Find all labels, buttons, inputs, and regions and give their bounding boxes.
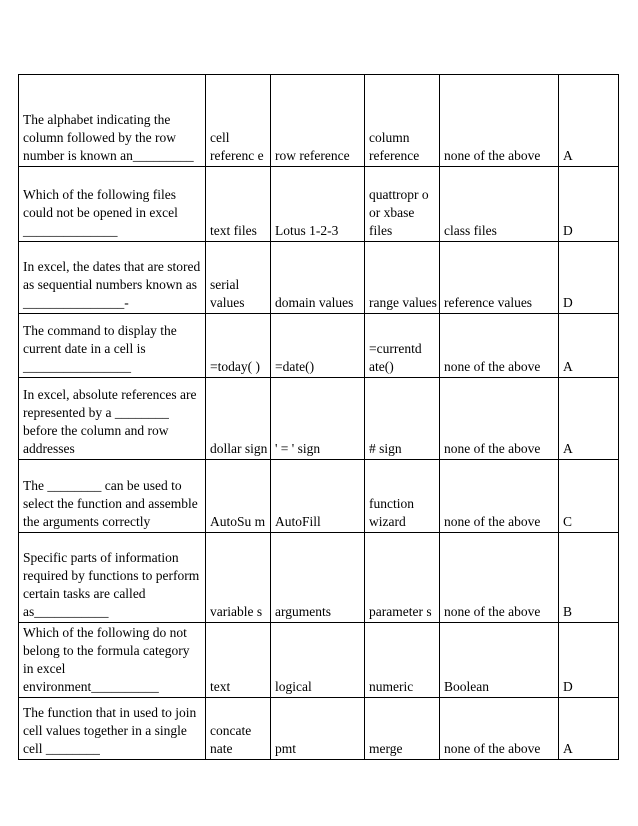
- table-row: [19, 314, 619, 378]
- option-d-cell: none of the above: [440, 698, 559, 760]
- quiz-table-body: [19, 75, 619, 760]
- option-c-cell: range values: [365, 242, 440, 314]
- question-cell: The ________ can be used to select the function and assemble the arguments correctly: [19, 460, 206, 533]
- option-a-cell: cell referenc e: [206, 75, 271, 167]
- question-cell: Specific parts of information required by functions to perform certain tasks are called as___________: [19, 533, 206, 623]
- answer-cell: A: [559, 314, 619, 378]
- question-cell: The function that in used to join cell values together in a single cell ________: [19, 698, 206, 760]
- option-b-cell: arguments: [271, 533, 365, 623]
- option-a-cell: text: [206, 623, 271, 698]
- option-d-cell: none of the above: [440, 533, 559, 623]
- option-c-cell: function wizard: [365, 460, 440, 533]
- answer-cell: C: [559, 460, 619, 533]
- option-d-cell: none of the above: [440, 460, 559, 533]
- table-row: [19, 378, 619, 460]
- option-b-cell: ' = ' sign: [271, 378, 365, 460]
- option-a-cell: serial values: [206, 242, 271, 314]
- option-d-cell: none of the above: [440, 378, 559, 460]
- option-b-cell: pmt: [271, 698, 365, 760]
- option-d-cell: class files: [440, 167, 559, 242]
- option-b-cell: row reference: [271, 75, 365, 167]
- answer-cell: A: [559, 75, 619, 167]
- table-row: [19, 460, 619, 533]
- option-d-cell: reference values: [440, 242, 559, 314]
- option-a-cell: concate nate: [206, 698, 271, 760]
- answer-cell: B: [559, 533, 619, 623]
- option-a-cell: =today( ): [206, 314, 271, 378]
- option-a-cell: AutoSu m: [206, 460, 271, 533]
- table-row: [19, 698, 619, 760]
- table-row: [19, 242, 619, 314]
- answer-cell: A: [559, 378, 619, 460]
- table-row: [19, 75, 619, 167]
- option-b-cell: logical: [271, 623, 365, 698]
- option-a-cell: dollar sign: [206, 378, 271, 460]
- table-row: [19, 533, 619, 623]
- question-cell: Which of the following do not belong to the formula category in excel environment__________: [19, 623, 206, 698]
- answer-cell: D: [559, 167, 619, 242]
- option-d-cell: none of the above: [440, 314, 559, 378]
- answer-cell: D: [559, 242, 619, 314]
- option-c-cell: merge: [365, 698, 440, 760]
- answer-cell: A: [559, 698, 619, 760]
- option-c-cell: column reference: [365, 75, 440, 167]
- option-c-cell: quattropr o or xbase files: [365, 167, 440, 242]
- option-a-cell: text files: [206, 167, 271, 242]
- option-a-cell: variable s: [206, 533, 271, 623]
- quiz-table: [18, 74, 619, 760]
- option-b-cell: Lotus 1-2-3: [271, 167, 365, 242]
- question-cell: The alphabet indicating the column followed by the row number is known an_________: [19, 75, 206, 167]
- option-b-cell: domain values: [271, 242, 365, 314]
- option-c-cell: =currentd ate(): [365, 314, 440, 378]
- question-cell: Which of the following files could not be opened in excel ______________: [19, 167, 206, 242]
- table-row: [19, 623, 619, 698]
- question-cell: The command to display the current date in a cell is ________________: [19, 314, 206, 378]
- option-d-cell: Boolean: [440, 623, 559, 698]
- option-c-cell: # sign: [365, 378, 440, 460]
- question-cell: In excel, absolute references are represented by a ________ before the column and row addresses: [19, 378, 206, 460]
- option-c-cell: parameter s: [365, 533, 440, 623]
- table-row: [19, 167, 619, 242]
- option-b-cell: AutoFill: [271, 460, 365, 533]
- option-c-cell: numeric: [365, 623, 440, 698]
- question-cell: In excel, the dates that are stored as sequential numbers known as _______________-: [19, 242, 206, 314]
- answer-cell: D: [559, 623, 619, 698]
- option-d-cell: none of the above: [440, 75, 559, 167]
- option-b-cell: =date(): [271, 314, 365, 378]
